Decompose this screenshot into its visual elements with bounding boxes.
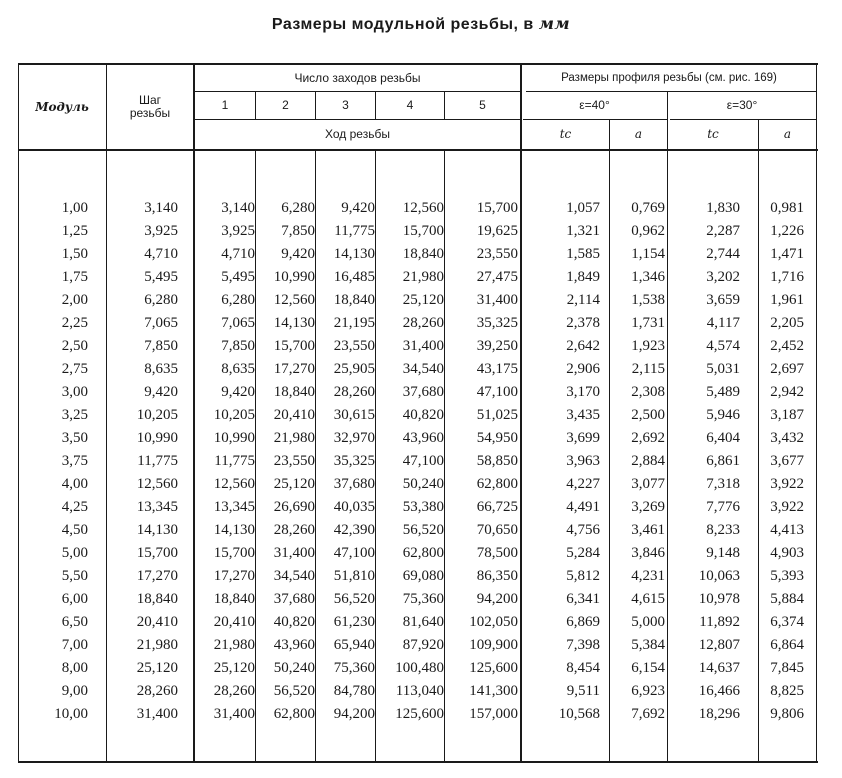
cell-modul: 1,75 xyxy=(61,269,88,285)
cell-hod-4: 53,380 xyxy=(402,499,444,515)
cell-a-40: 3,269 xyxy=(631,499,665,515)
cell-tc-30: 5,489 xyxy=(706,384,740,400)
cell-a-40: 6,923 xyxy=(631,683,665,699)
cell-hod-2: 23,550 xyxy=(273,453,315,469)
cell-tc-30: 7,776 xyxy=(706,499,740,515)
cell-hod-1: 5,495 xyxy=(221,269,255,285)
header-razmery-profilya: Размеры профиля резьбы (см. рис. 169) xyxy=(561,71,777,84)
cell-modul: 4,50 xyxy=(61,522,88,538)
cell-hod-2: 50,240 xyxy=(273,660,315,676)
cell-hod-1: 20,410 xyxy=(213,614,255,630)
cell-hod-5: 51,025 xyxy=(476,407,518,423)
cell-hod-4: 18,840 xyxy=(402,246,444,262)
cell-a-40: 0,769 xyxy=(631,200,665,216)
table-row xyxy=(18,427,818,450)
cell-hod-1: 9,420 xyxy=(221,384,255,400)
cell-a-30: 2,205 xyxy=(770,315,804,331)
cell-hod-3: 47,100 xyxy=(333,545,375,561)
cell-hod-4: 113,040 xyxy=(395,683,444,699)
table-row xyxy=(18,703,818,726)
cell-hod-3: 16,485 xyxy=(333,269,375,285)
cell-modul: 3,75 xyxy=(61,453,88,469)
cell-tc-40: 1,321 xyxy=(566,223,600,239)
cell-a-40: 7,692 xyxy=(631,706,665,722)
cell-hod-4: 75,360 xyxy=(402,591,444,607)
cell-a-40: 0,962 xyxy=(631,223,665,239)
cell-hod-4: 81,640 xyxy=(402,614,444,630)
cell-a-30: 3,922 xyxy=(770,499,804,515)
cell-hod-1: 4,710 xyxy=(221,246,255,262)
table-bottom-rule xyxy=(18,761,818,763)
header-zahod-4: 4 xyxy=(406,98,414,112)
cell-a-40: 2,308 xyxy=(631,384,665,400)
cell-modul: 9,00 xyxy=(61,683,88,699)
table-row xyxy=(18,634,818,657)
table-row xyxy=(18,404,818,427)
table-row xyxy=(18,496,818,519)
cell-hod-1: 7,065 xyxy=(221,315,255,331)
cell-modul: 4,00 xyxy=(61,476,88,492)
cell-modul: 2,75 xyxy=(61,361,88,377)
table-row xyxy=(18,680,818,703)
cell-hod-2: 62,800 xyxy=(273,706,315,722)
cell-hod-2: 28,260 xyxy=(273,522,315,538)
cell-tc-40: 4,491 xyxy=(566,499,600,515)
cell-hod-5: 70,650 xyxy=(476,522,518,538)
table-row xyxy=(18,519,818,542)
cell-tc-30: 10,063 xyxy=(698,568,740,584)
cell-hod-3: 9,420 xyxy=(341,200,375,216)
cell-hod-3: 65,940 xyxy=(333,637,375,653)
cell-hod-4: 87,920 xyxy=(402,637,444,653)
cell-tc-30: 4,117 xyxy=(706,315,740,331)
cell-shag: 13,345 xyxy=(136,499,178,515)
cell-modul: 1,50 xyxy=(61,246,88,262)
cell-hod-5: 39,250 xyxy=(476,338,518,354)
cell-modul: 5,50 xyxy=(61,568,88,584)
cell-a-30: 1,226 xyxy=(770,223,804,239)
cell-modul: 2,50 xyxy=(61,338,88,354)
cell-hod-1: 10,205 xyxy=(213,407,255,423)
cell-a-30: 2,942 xyxy=(770,384,804,400)
cell-hod-2: 7,850 xyxy=(281,223,315,239)
cell-hod-4: 34,540 xyxy=(402,361,444,377)
cell-tc-30: 18,296 xyxy=(698,706,740,722)
header-modul: Модуль xyxy=(35,99,89,114)
cell-tc-30: 1,830 xyxy=(706,200,740,216)
cell-a-40: 2,884 xyxy=(631,453,665,469)
cell-tc-40: 2,642 xyxy=(566,338,600,354)
cell-shag: 21,980 xyxy=(136,637,178,653)
cell-hod-4: 25,120 xyxy=(402,292,444,308)
cell-a-30: 3,677 xyxy=(770,453,804,469)
cell-hod-5: 86,350 xyxy=(476,568,518,584)
cell-a-30: 5,393 xyxy=(770,568,804,584)
header-zahod-5: 5 xyxy=(479,98,486,112)
cell-a-30: 6,374 xyxy=(770,614,804,630)
cell-hod-5: 141,300 xyxy=(469,683,518,699)
cell-shag: 6,280 xyxy=(144,292,178,308)
cell-hod-5: 102,050 xyxy=(469,614,518,630)
header-zahod-3: 3 xyxy=(342,98,349,112)
header-a-30: a xyxy=(783,127,792,141)
cell-tc-30: 3,659 xyxy=(706,292,740,308)
cell-tc-40: 6,869 xyxy=(566,614,600,630)
cell-hod-2: 21,980 xyxy=(273,430,315,446)
cell-hod-3: 37,680 xyxy=(333,476,375,492)
cell-tc-40: 6,341 xyxy=(566,591,600,607)
cell-hod-2: 40,820 xyxy=(273,614,315,630)
cell-shag: 3,925 xyxy=(144,223,178,239)
cell-modul: 4,25 xyxy=(61,499,88,515)
cell-tc-30: 6,404 xyxy=(706,430,740,446)
cell-modul: 10,00 xyxy=(54,706,88,722)
cell-hod-1: 13,345 xyxy=(213,499,255,515)
cell-tc-40: 8,454 xyxy=(566,660,600,676)
cell-hod-2: 25,120 xyxy=(273,476,315,492)
cell-a-30: 6,864 xyxy=(770,637,804,653)
cell-tc-30: 10,978 xyxy=(698,591,740,607)
cell-modul: 2,25 xyxy=(61,315,88,331)
cell-hod-3: 42,390 xyxy=(333,522,375,538)
cell-tc-30: 8,233 xyxy=(706,522,740,538)
header-eps40: ε=40° xyxy=(579,98,610,112)
table-row xyxy=(18,220,818,243)
cell-hod-3: 51,810 xyxy=(333,568,375,584)
cell-hod-5: 66,725 xyxy=(476,499,518,515)
cell-tc-30: 11,892 xyxy=(699,614,740,630)
cell-shag: 9,420 xyxy=(144,384,178,400)
cell-hod-5: 35,325 xyxy=(476,315,518,331)
cell-shag: 17,270 xyxy=(136,568,178,584)
cell-shag: 10,205 xyxy=(136,407,178,423)
cell-tc-30: 5,031 xyxy=(706,361,740,377)
cell-a-30: 2,697 xyxy=(770,361,804,377)
cell-tc-30: 2,744 xyxy=(706,246,740,262)
cell-hod-1: 25,120 xyxy=(213,660,255,676)
cell-a-30: 1,961 xyxy=(770,292,804,308)
cell-hod-4: 21,980 xyxy=(402,269,444,285)
header-tc-40: tc xyxy=(559,127,572,141)
header-bottom-rule xyxy=(18,149,818,151)
cell-a-30: 8,825 xyxy=(770,683,804,699)
cell-tc-30: 6,861 xyxy=(706,453,740,469)
cell-hod-2: 56,520 xyxy=(273,683,315,699)
cell-hod-4: 100,480 xyxy=(395,660,444,676)
thread-table xyxy=(18,63,818,763)
cell-tc-40: 2,378 xyxy=(566,315,600,331)
header-zahod-1: 1 xyxy=(221,98,229,112)
cell-hod-1: 18,840 xyxy=(213,591,255,607)
table-title xyxy=(0,14,842,34)
cell-hod-5: 23,550 xyxy=(476,246,518,262)
cell-shag: 12,560 xyxy=(136,476,178,492)
cell-tc-40: 1,849 xyxy=(566,269,600,285)
cell-shag: 31,400 xyxy=(136,706,178,722)
cell-hod-5: 47,100 xyxy=(476,384,518,400)
cell-a-30: 0,981 xyxy=(770,200,804,216)
header-tc-30: tc xyxy=(707,127,719,141)
cell-tc-30: 14,637 xyxy=(698,660,740,676)
cell-modul: 5,00 xyxy=(61,545,88,561)
cell-hod-5: 43,175 xyxy=(476,361,518,377)
cell-hod-1: 3,140 xyxy=(221,200,255,216)
cell-modul: 3,00 xyxy=(61,384,88,400)
table-row xyxy=(18,657,818,680)
cell-modul: 6,00 xyxy=(61,591,88,607)
cell-a-40: 3,846 xyxy=(631,545,665,561)
cell-tc-40: 5,812 xyxy=(566,568,600,584)
cell-hod-3: 61,230 xyxy=(333,614,375,630)
table-row xyxy=(18,335,818,358)
cell-shag: 10,990 xyxy=(136,430,178,446)
cell-shag: 15,700 xyxy=(136,545,178,561)
cell-hod-2: 12,560 xyxy=(273,292,315,308)
cell-tc-30: 12,807 xyxy=(698,637,740,653)
table-row xyxy=(18,611,818,634)
cell-hod-4: 40,820 xyxy=(402,407,444,423)
cell-tc-40: 2,906 xyxy=(566,361,600,377)
header-zahod-2: 2 xyxy=(282,98,289,112)
cell-hod-4: 62,800 xyxy=(402,545,444,561)
cell-hod-3: 14,130 xyxy=(333,246,375,262)
header-chislo-zahodov: Число заходов резьбы xyxy=(294,70,421,85)
cell-hod-2: 15,700 xyxy=(273,338,315,354)
cell-a-30: 3,187 xyxy=(770,407,804,423)
cell-shag: 11,775 xyxy=(137,453,178,469)
cell-a-30: 7,845 xyxy=(770,660,804,676)
table-row xyxy=(18,450,818,473)
cell-a-40: 5,000 xyxy=(631,614,665,630)
cell-a-40: 4,615 xyxy=(631,591,665,607)
cell-a-40: 1,154 xyxy=(631,246,665,262)
cell-tc-30: 2,287 xyxy=(706,223,740,239)
cell-hod-1: 21,980 xyxy=(213,637,255,653)
cell-hod-3: 28,260 xyxy=(333,384,375,400)
cell-a-40: 2,500 xyxy=(631,407,665,423)
cell-hod-3: 23,550 xyxy=(333,338,375,354)
cell-tc-40: 5,284 xyxy=(566,545,600,561)
table-row xyxy=(18,358,818,381)
cell-hod-2: 18,840 xyxy=(273,384,315,400)
cell-hod-2: 17,270 xyxy=(273,361,315,377)
header-hod: Ход резьбы xyxy=(325,127,390,141)
cell-hod-5: 27,475 xyxy=(476,269,518,285)
title-unit: мм xyxy=(538,14,571,33)
cell-hod-3: 30,615 xyxy=(333,407,375,423)
table-row xyxy=(18,289,818,312)
cell-hod-4: 69,080 xyxy=(402,568,444,584)
cell-tc-30: 5,946 xyxy=(706,407,740,423)
cell-a-30: 3,922 xyxy=(770,476,804,492)
cell-hod-2: 34,540 xyxy=(273,568,315,584)
cell-hod-2: 43,960 xyxy=(273,637,315,653)
cell-tc-40: 3,170 xyxy=(566,384,600,400)
table-row xyxy=(18,588,818,611)
table-row xyxy=(18,565,818,588)
table-row xyxy=(18,473,818,496)
cell-a-30: 1,716 xyxy=(770,269,804,285)
cell-hod-2: 31,400 xyxy=(273,545,315,561)
table-row xyxy=(18,243,818,266)
cell-a-30: 1,471 xyxy=(770,246,804,262)
cell-tc-40: 9,511 xyxy=(566,683,600,699)
cell-tc-40: 4,756 xyxy=(566,522,600,538)
cell-hod-5: 15,700 xyxy=(476,200,518,216)
cell-tc-40: 10,568 xyxy=(558,706,600,722)
cell-hod-4: 47,100 xyxy=(402,453,444,469)
cell-hod-4: 15,700 xyxy=(402,223,444,239)
table-row xyxy=(18,381,818,404)
cell-hod-4: 28,260 xyxy=(402,315,444,331)
cell-hod-2: 37,680 xyxy=(273,591,315,607)
cell-hod-3: 11,775 xyxy=(334,223,375,239)
cell-hod-2: 14,130 xyxy=(273,315,315,331)
cell-hod-1: 11,775 xyxy=(214,453,255,469)
cell-hod-5: 125,600 xyxy=(469,660,518,676)
cell-modul: 8,00 xyxy=(61,660,88,676)
cell-shag: 14,130 xyxy=(136,522,178,538)
cell-hod-2: 10,990 xyxy=(273,269,315,285)
cell-hod-3: 25,905 xyxy=(333,361,375,377)
cell-hod-3: 56,520 xyxy=(333,591,375,607)
cell-hod-1: 15,700 xyxy=(213,545,255,561)
cell-hod-4: 12,560 xyxy=(402,200,444,216)
cell-a-40: 4,231 xyxy=(631,568,665,584)
cell-hod-4: 43,960 xyxy=(402,430,444,446)
cell-hod-5: 109,900 xyxy=(469,637,518,653)
cell-a-30: 2,452 xyxy=(770,338,804,354)
cell-a-40: 3,461 xyxy=(631,522,665,538)
cell-hod-2: 20,410 xyxy=(273,407,315,423)
cell-hod-3: 32,970 xyxy=(333,430,375,446)
cell-hod-3: 84,780 xyxy=(333,683,375,699)
cell-hod-1: 10,990 xyxy=(213,430,255,446)
cell-hod-5: 31,400 xyxy=(476,292,518,308)
cell-hod-1: 12,560 xyxy=(213,476,255,492)
cell-hod-1: 7,850 xyxy=(221,338,255,354)
cell-modul: 1,25 xyxy=(61,223,88,239)
cell-shag: 25,120 xyxy=(136,660,178,676)
cell-hod-2: 9,420 xyxy=(281,246,315,262)
cell-tc-40: 3,435 xyxy=(566,407,600,423)
cell-hod-1: 17,270 xyxy=(213,568,255,584)
cell-tc-40: 3,963 xyxy=(566,453,600,469)
cell-tc-40: 2,114 xyxy=(566,292,600,308)
cell-hod-3: 35,325 xyxy=(333,453,375,469)
cell-shag: 20,410 xyxy=(136,614,178,630)
cell-hod-4: 37,680 xyxy=(402,384,444,400)
cell-shag: 28,260 xyxy=(136,683,178,699)
cell-tc-40: 1,057 xyxy=(566,200,600,216)
cell-hod-1: 6,280 xyxy=(221,292,255,308)
cell-hod-3: 94,200 xyxy=(333,706,375,722)
cell-a-30: 4,413 xyxy=(770,522,804,538)
cell-tc-30: 4,574 xyxy=(706,338,740,354)
cell-a-30: 5,884 xyxy=(770,591,804,607)
cell-hod-5: 58,850 xyxy=(476,453,518,469)
cell-hod-2: 26,690 xyxy=(273,499,315,515)
cell-shag: 4,710 xyxy=(144,246,178,262)
cell-a-40: 5,384 xyxy=(631,637,665,653)
cell-hod-4: 56,520 xyxy=(402,522,444,538)
cell-a-30: 3,432 xyxy=(770,430,804,446)
cell-modul: 3,25 xyxy=(61,407,88,423)
cell-modul: 1,00 xyxy=(61,200,88,216)
cell-shag: 8,635 xyxy=(144,361,178,377)
cell-tc-30: 9,148 xyxy=(706,545,740,561)
cell-tc-40: 7,398 xyxy=(566,637,600,653)
cell-hod-4: 31,400 xyxy=(402,338,444,354)
cell-a-40: 1,346 xyxy=(631,269,665,285)
table-row xyxy=(18,197,818,220)
cell-shag: 3,140 xyxy=(144,200,178,216)
table-row xyxy=(18,266,818,289)
cell-tc-30: 16,466 xyxy=(698,683,740,699)
cell-hod-1: 14,130 xyxy=(213,522,255,538)
header-eps30: ε=30° xyxy=(726,98,758,112)
cell-shag: 7,850 xyxy=(144,338,178,354)
cell-a-40: 2,115 xyxy=(631,361,665,377)
cell-a-30: 4,903 xyxy=(770,545,804,561)
cell-tc-40: 1,585 xyxy=(566,246,600,262)
cell-shag: 7,065 xyxy=(144,315,178,331)
cell-hod-5: 157,000 xyxy=(469,706,518,722)
table-row xyxy=(18,542,818,565)
cell-a-40: 2,692 xyxy=(631,430,665,446)
cell-tc-30: 7,318 xyxy=(706,476,740,492)
cell-modul: 6,50 xyxy=(61,614,88,630)
cell-hod-5: 54,950 xyxy=(476,430,518,446)
cell-tc-30: 3,202 xyxy=(706,269,740,285)
cell-hod-4: 50,240 xyxy=(402,476,444,492)
cell-hod-4: 125,600 xyxy=(395,706,444,722)
cell-hod-3: 75,360 xyxy=(333,660,375,676)
cell-hod-3: 18,840 xyxy=(333,292,375,308)
cell-a-40: 6,154 xyxy=(631,660,665,676)
cell-hod-5: 94,200 xyxy=(476,591,518,607)
cell-hod-1: 8,635 xyxy=(221,361,255,377)
cell-a-40: 1,923 xyxy=(631,338,665,354)
cell-a-30: 9,806 xyxy=(770,706,804,722)
cell-hod-1: 31,400 xyxy=(213,706,255,722)
title-text: Размеры модульной резьбы, в xyxy=(271,16,534,33)
cell-hod-5: 19,625 xyxy=(476,223,518,239)
header-a-40: a xyxy=(634,127,643,141)
cell-a-40: 3,077 xyxy=(631,476,665,492)
cell-hod-1: 3,925 xyxy=(221,223,255,239)
cell-hod-2: 6,280 xyxy=(281,200,315,216)
cell-hod-1: 28,260 xyxy=(213,683,255,699)
cell-modul: 2,00 xyxy=(61,292,88,308)
cell-hod-3: 40,035 xyxy=(333,499,375,515)
cell-tc-40: 3,699 xyxy=(566,430,600,446)
cell-hod-5: 62,800 xyxy=(476,476,518,492)
cell-hod-3: 21,195 xyxy=(333,315,375,331)
header-shag: Шаг резьбы xyxy=(129,93,171,120)
cell-shag: 5,495 xyxy=(144,269,178,285)
cell-hod-5: 78,500 xyxy=(476,545,518,561)
cell-a-40: 1,731 xyxy=(631,315,665,331)
cell-a-40: 1,538 xyxy=(631,292,665,308)
cell-modul: 7,00 xyxy=(61,637,88,653)
table-row xyxy=(18,312,818,335)
cell-tc-40: 4,227 xyxy=(566,476,600,492)
cell-modul: 3,50 xyxy=(61,430,88,446)
cell-shag: 18,840 xyxy=(136,591,178,607)
